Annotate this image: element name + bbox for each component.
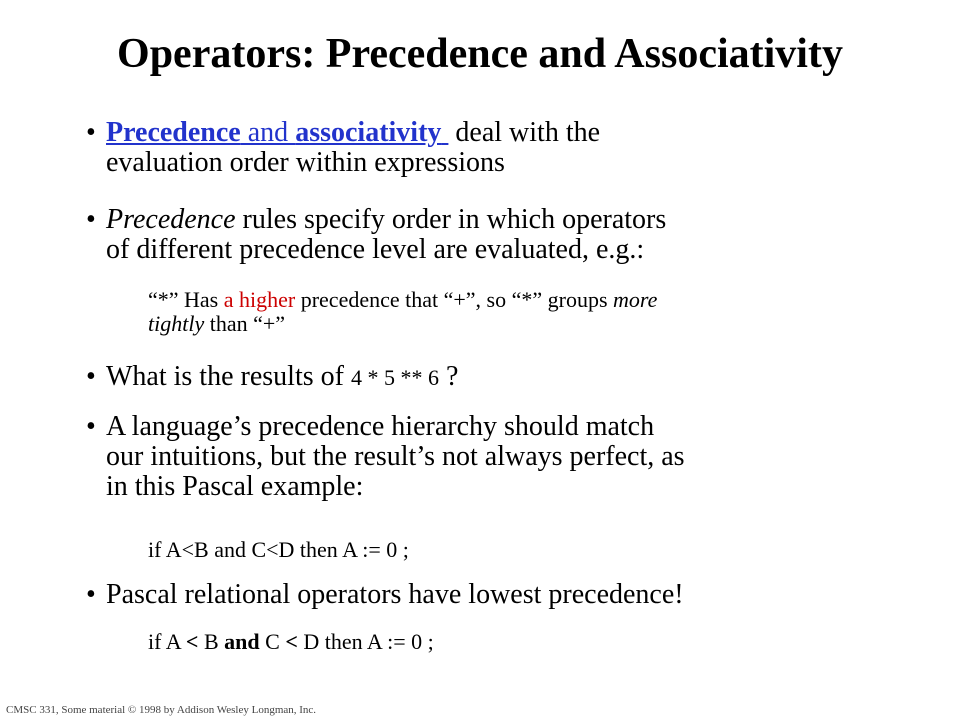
tightly-italic: tightly: [148, 311, 205, 336]
bullet4-line1: A language’s precedence hierarchy should match: [106, 411, 655, 442]
bullet2-line2: of different precedence level are evaluated, e.g.:: [106, 234, 645, 265]
associativity-link[interactable]: associativity: [295, 117, 442, 148]
precedence-italic: Precedence: [106, 204, 236, 235]
bullet-text: [106, 118, 906, 178]
copyright-footer: CMSC 331, Some material © 1998 by Addison Wesley Longman, Inc.: [6, 704, 317, 716]
bullet-marker: •: [86, 361, 96, 392]
question-expression: 4 * 5 ** 6: [350, 365, 439, 390]
code-line: if A<B and C<D then A := 0 ;: [148, 537, 409, 562]
code2-p1: if A: [148, 629, 186, 654]
sub-text: [148, 288, 908, 336]
question-text: What is the results of: [106, 361, 351, 392]
precedence-link[interactable]: Precedence: [106, 117, 241, 148]
code2-lt2: <: [285, 629, 298, 654]
slide-title: Operators: Precedence and Associativity: [117, 31, 843, 77]
bullet-text: Pascal relational operators have lowest precedence!: [106, 579, 684, 610]
bullet4-line2: our intuitions, but the result’s not always perfect, as: [106, 441, 685, 472]
question-end: ?: [438, 361, 459, 392]
bullet-text: [106, 362, 906, 393]
bullet-marker: •: [86, 204, 96, 235]
bullet2-rest: rules specify order in which operators: [235, 204, 667, 235]
sub-part1: “*” Has: [148, 287, 224, 312]
sub-part2: precedence that “+”, so “*” groups: [295, 287, 614, 312]
higher-highlight: a higher: [223, 287, 296, 312]
code2-p3: C: [259, 629, 286, 654]
bullet-marker: •: [86, 579, 96, 610]
bullet4-line3: in this Pascal example:: [106, 471, 364, 502]
code2-p2: B: [198, 629, 225, 654]
sub-line2-rest: than “+”: [204, 311, 286, 336]
code-line: [148, 630, 908, 654]
code2-and: and: [224, 629, 260, 654]
code2-p4: D then A := 0 ;: [297, 629, 434, 654]
bullet1-rest: deal with the: [448, 117, 601, 148]
bullet-marker: •: [86, 117, 96, 148]
more-italic: more: [613, 287, 658, 312]
code2-lt1: <: [185, 629, 199, 654]
bullet-marker: •: [86, 411, 96, 442]
and-link-text[interactable]: and: [240, 117, 296, 148]
bullet-text: [106, 205, 906, 265]
bullet1-line2: evaluation order within expressions: [106, 147, 505, 178]
bullet-text: [106, 412, 906, 502]
